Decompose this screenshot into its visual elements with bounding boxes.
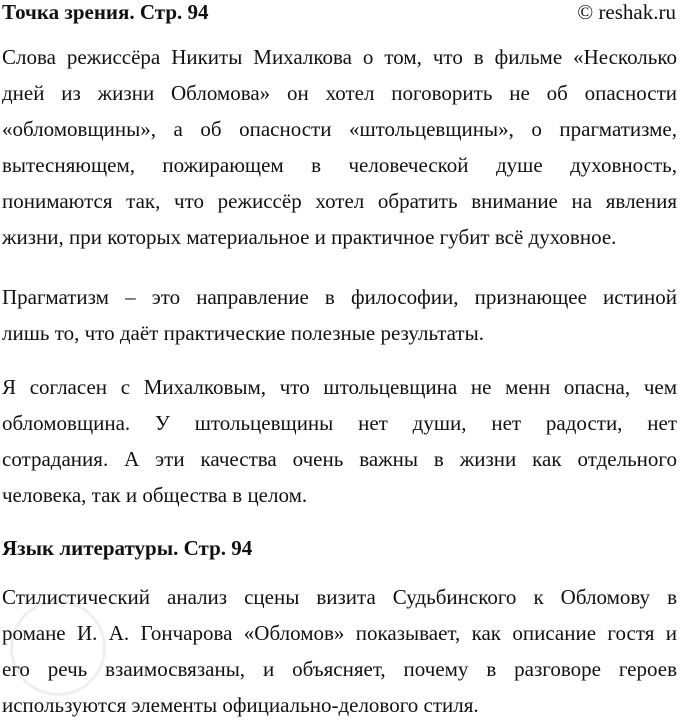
text-line: дней из жизни Обломова» он хотел поговорить не об опасности (2, 81, 677, 105)
text-line: лишь то, что даёт практические полезные результаты. (2, 321, 484, 345)
text-line: понимаются так, что режиссёр хотел обратить внимание на явления (2, 189, 677, 213)
text-line: вытесняющем, пожирающем в человеческой душе духовность, (2, 153, 677, 177)
text-line: используются элементы официально-делового стиля. (2, 693, 479, 717)
text-line: романе И. А. Гончарова «Обломов» показывает, как описание гостя и (2, 621, 677, 645)
section-heading-language: Язык литературы. Стр. 94 (2, 536, 253, 560)
text-line: сотрадания. А эти качества очень важны в жизни как отдельного (2, 447, 677, 471)
text-line: Стилистический анализ сцены визита Судьбинского к Обломову в (2, 585, 677, 609)
text-line: жизни, при которых материальное и практичное губит всё духовное. (2, 225, 617, 249)
text-line: Я согласен с Михалковым, что штольцевщина не менн опасна, чем (2, 375, 677, 399)
text-line: Слова режиссёра Никиты Михалкова о том, что в фильме «Несколько (2, 45, 677, 69)
paragraph-1 (2, 39, 677, 255)
text-line: его речь взаимосвязаны, и объясняет, почему в разговоре героев (2, 657, 677, 681)
paragraph-2 (2, 279, 677, 351)
text-line: человека, так и общества в целом. (2, 483, 308, 507)
text-line: Прагматизм – это направление в философии, признающее истиной (2, 285, 677, 309)
text-line: «обломовщины», а об опасности «штольцевщины», о прагматизме, (2, 117, 677, 141)
section-heading-point-of-view: Точка зрения. Стр. 94 (2, 0, 209, 24)
paragraph-4 (2, 579, 677, 723)
site-credit: © reshak.ru (577, 0, 676, 24)
paragraph-3 (2, 369, 677, 513)
text-line: обломовщина. У штольцевщины нет души, нет радости, нет (2, 411, 677, 435)
